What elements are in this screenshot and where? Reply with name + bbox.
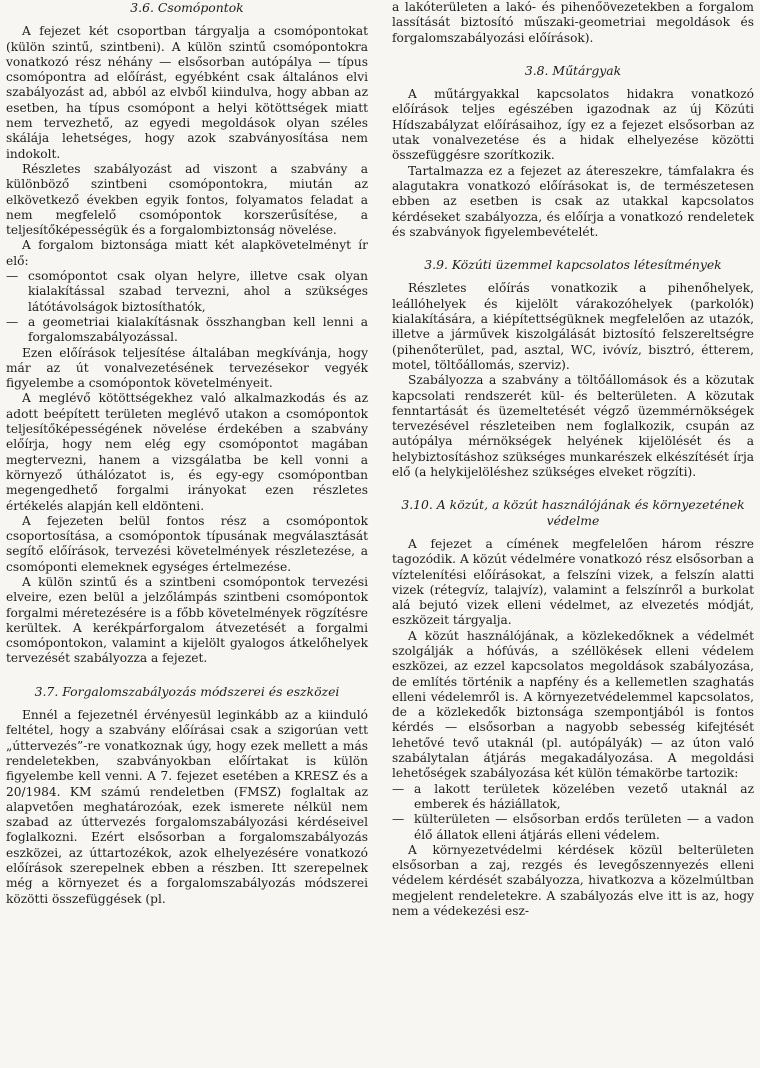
paragraph: Ezen előírások teljesítése általában megkívánja, hogy már az út vonalvezetésének tervezésekor vegyék figyelembe a csomópontok követelményeit. [6,345,368,391]
right-column [392,0,754,919]
paragraph: A fejezet két csoportban tárgyalja a csomópontokat (külön szintű, szintbeni). A külön szintű csomópontokra vonatkozó rész néhány — elsősorban autópálya — típus csomópontra ad előírást, egyébként csak általános elvi szabályozást ad, abból az elvből kiindulva, hogy abban az esetben, ha típus csomópont a helyi kötöttségek miatt nem tervezhető, az egyedi megoldások olyan széles skálája lehetséges, hogy azok szabványosítása nem indokolt. [6,24,368,161]
section-heading-3-8: 3.8. Műtárgyak [524,62,622,78]
dash-bullet: — [6,269,19,284]
section-heading-3-6: 3.6. Csomópontok [130,0,244,15]
paragraph: A forgalom biztonsága miatt két alapkövetelményt ír elő: [6,238,368,268]
paragraph: Szabályozza a szabvány a töltőállomások és a közutak kapcsolati rendszerét kül- és belterületen. A közutak fenntartását és üzemeltetését végző üzemmérnökségek tervezésével részleteiben nem foglalkozik, csupán az autópálya mérnökségek helyének kijelölését és a helybiztosításhoz szükséges munkarészek elkészítését írja elő (a helykijelöléshez szükséges elveket rögzíti). [392,373,754,480]
dash-bullet: — [6,314,19,329]
section-heading-3-9: 3.9. Közúti üzemmel kapcsolatos létesítmények [424,257,722,273]
section-heading-3-7: 3.7. Forgalomszabályozás módszerei és eszközei [34,683,340,699]
paragraph-continued: a lakóterületen a lakó- és pihenőövezetekben a forgalom lassítását biztosító műszaki-geometriai megoldások és forgalomszabályozási előírások). [392,0,754,45]
list-item: — külterületen — elsősorban erdős területen — a vadon élő állatok elleni átjárás elleni védelem. [392,812,754,842]
paragraph: A műtárgyakkal kapcsolatos hidakra vonatkozó előírások teljes egészében igazodnak az új Közúti Hídszabályzat előírásaihoz, így ez a fejezet elsősorban az utak vonalvezetése és a hidak elhelyezése közötti összefüggésre szorítkozik. [392,87,754,163]
paragraph: Ennél a fejezetnél érvényesül leginkább az a kiinduló feltétel, hogy a szabvány előírásai csak a szigorúan vett „úttervezés”-re vonatkoznak úgy, hogy ezek mellett a más rendeletekben, szabványokban előírtakat is külön figyelembe kell venni. A 7. fejezet esetében a KRESZ és a 20/1984. KM számú rendeletben (FMSZ) foglaltak az alapvetően meghatározóak, ezek ismerete nélkül nem szabad az úttervezés forgalomszabályozási kérdéseivel foglalkozni. Ezért elsősorban a forgalomszabályozás eszközei, az úttartozékok, azok elhelyezésére vonatkozó előírások szerepelnek ebben a részben. Itt szerepelnek még a környezet és a forgalomszabályozás módszerei közötti összefüggések (pl. [6,708,368,906]
paragraph: Tartalmazza ez a fejezet az átereszekre, támfalakra és alagutakra vonatkozó előírásokat is, de természetesen ebben az esetben is csak az utakkal kapcsolatos kérdéseket szabályozza, és előírja a vonatkozó rendeletek és szabványok figyelembevételét. [392,163,754,239]
paragraph: A közút használójának, a közlekedőknek a védelmét szolgálják a hófúvás, a széllökések elleni védelem eszközei, az ezzel kapcsolatos megoldások szabályozása, de említés történik a napfény és a kellemetlen szaghatás elleni védelemről is. A környezetvédelemmel kapcsolatos, de a közlekedők biztonsága szempontjából is fontos kérdés — elsősorban a nagyobb sebesség kifejtését lehetővé tevő utaknál (pl. autópályák) — az úton való szabálytalan átjárás megakadályozása. A megoldási lehetőségek szabályozása két külön témakörbe tartozik: [392,628,754,781]
section-heading-3-10: 3.10. A közút, a közút használójának és környezetének védelme [401,497,745,528]
list-item: — csomópontot csak olyan helyre, illetve csak olyan kialakítással szabad tervezni, ahol a szükséges látótávolságok biztosíthatók, [6,269,368,314]
dash-bullet: — [392,812,405,827]
left-column [6,0,368,907]
paragraph: Részletes szabályozást ad viszont a szabvány a különböző szintbeni csomópontokra, miután az elkövetkező években egyik fontos, folyamatos feladat a nem megfelelő csomópontok korszerűsítése, a teljesítőképességük és a forgalombiztonság növelése. [6,161,368,238]
list-item: — a lakott területek közelében vezető utaknál az emberek és háziállatok, [392,781,754,811]
dash-bullet: — [392,781,405,796]
requirements-list [6,269,368,345]
list-item: — a geometriai kialakításnak összhangban kell lenni a forgalomszabályozással. [6,314,368,345]
paragraph: A környezetvédelmi kérdések közül belterületen elsősorban a zaj, rezgés és levegőszennyezés elleni védelem kérdését szabályozza, hivatkozva a közelmúltban megjelent rendeletekre. A szabályozás elve itt is az, hogy nem a védekezési esz- [392,842,754,919]
paragraph: Részletes előírás vonatkozik a pihenőhelyek, leállóhelyek és kijelölt várakozóhelyek (parkolók) kialakítására, a kiépítettségüknek megfelelően az utazók, illetve a járművek kiszolgálását biztosító felszereltségre (pihenőterület, pad, asztal, WC, ivóvíz, bisztró, étterem, motel, töltőállomás, szerviz). [392,281,754,372]
paragraph: A fejezet a címének megfelelően három részre tagozódik. A közút védelmére vonatkozó rész elsősorban a víztelenítési előírásokat, a felszíni vizek, a felszín alatti vizek (rétegvíz, talajvíz), valamint a felszínről a burkolat alá bejutó vizek elleni védelmet, az elvezetés módját, eszközeit tárgyalja. [392,536,754,628]
paragraph: A fejezeten belül fontos rész a csomópontok csoportosítása, a csomópontok típusának megválasztását segítő előírások, tervezési követelmények részletezése, a csomóponti elemeknek egységes értelmezése. [6,513,368,574]
paragraph: A külön szintű és a szintbeni csomópontok tervezési elveire, ezen belül a jelzőlámpás szintbeni csomópontok forgalmi méretezésére is a főbb követelmények rögzítésre kerültek. A kerékpárforgalom átvezetését a forgalmi csomópontokon, valamint a kijelölt gyalogos átkelőhelyek tervezését szabályozza a fejezet. [6,574,368,666]
paragraph: A meglévő kötöttségekhez való alkalmazkodás és az adott beépített területen meglévő utakon a csomópontok teljesítőképességének növelése érdekében a szabvány előírja, hogy nem elég egy csomópontot magában megtervezni, hanem a vizsgálatba be kell vonni a környező úthálózatot is, és egy-egy csomópontban megengedhető forgalmi irányokat ezen részletes értékelés alapján kell eldönteni. [6,391,368,513]
protection-list [392,782,754,843]
